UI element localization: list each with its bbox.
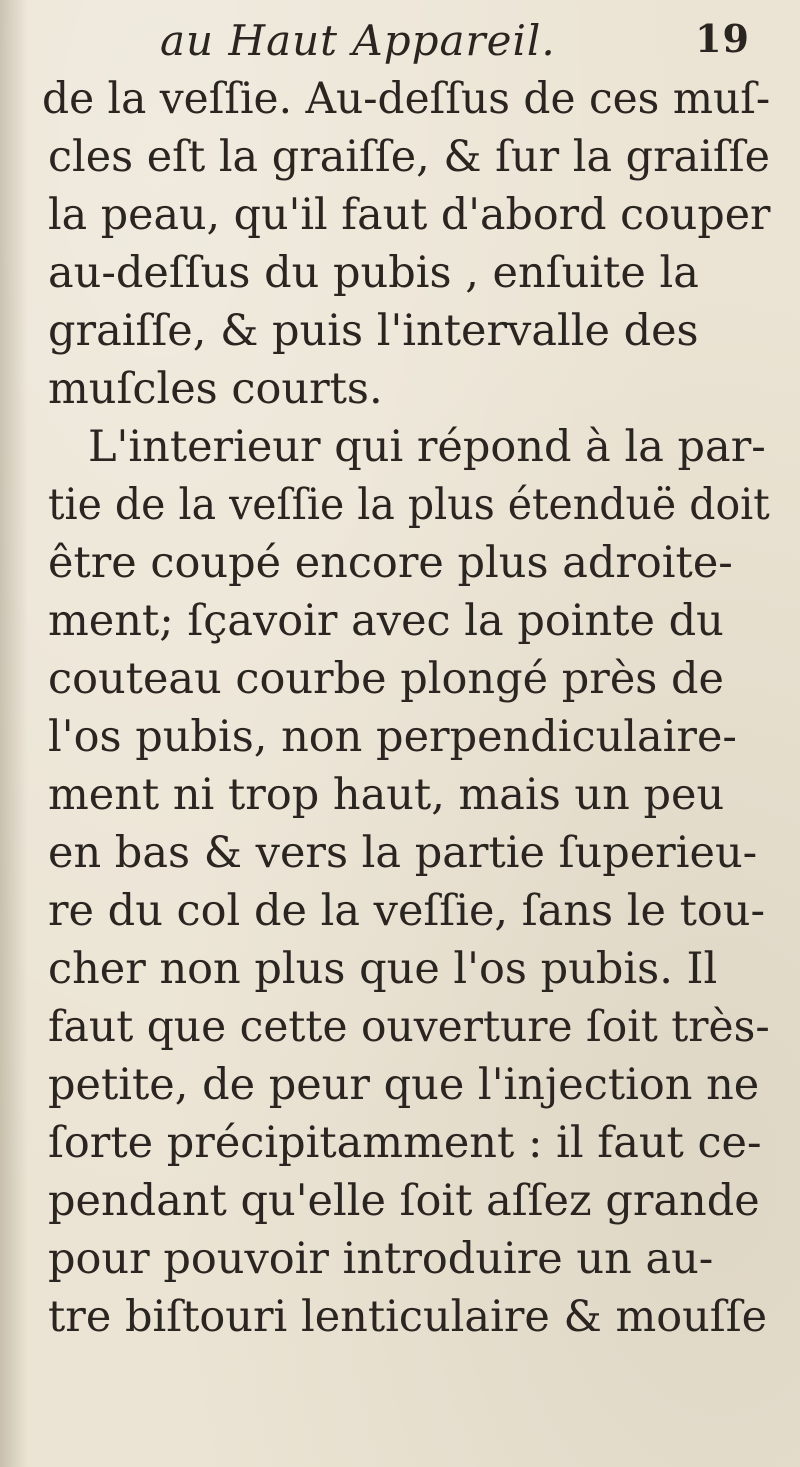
text-line: tre biſtouri lenticulaire & mouſſe [48, 1292, 768, 1342]
text-line: faut que cette ouverture ſoit très- [48, 1002, 770, 1052]
page-number: 19 [695, 16, 750, 61]
running-title: au Haut Appareil. [160, 16, 556, 65]
page-edge-shadow [0, 0, 28, 1467]
text-line: L'interieur qui répond à la par- [88, 422, 766, 472]
text-line: muſcles courts. [48, 364, 383, 414]
text-line: cher non plus que l'os pubis. Il [48, 944, 718, 994]
text-line: graiſſe, & puis l'intervalle des [48, 306, 699, 356]
text-line: pendant qu'elle ſoit aſſez grande [48, 1176, 760, 1226]
text-line: ſorte précipitamment : il faut ce- [48, 1118, 762, 1168]
text-line: tie de la veſſie la plus étenduë doit [48, 480, 770, 530]
text-line: être coupé encore plus adroite- [48, 538, 733, 588]
text-line: ment; ſçavoir avec la pointe du [48, 596, 724, 646]
text-line: petite, de peur que l'injection ne [48, 1060, 760, 1110]
text-line: de la veſſie. Au-deſſus de ces muſ- [42, 74, 771, 124]
text-line: l'os pubis, non perpendiculaire- [48, 712, 737, 762]
text-line: cles eſt la graiſſe, & ſur la graiſſe [48, 132, 771, 182]
page-header [160, 16, 750, 76]
text-line: re du col de la veſſie, ſans le tou- [48, 886, 765, 936]
text-line: la peau, qu'il faut d'abord couper [48, 190, 771, 240]
text-line: ment ni trop haut, mais un peu [48, 770, 725, 820]
text-line: couteau courbe plongé près de [48, 654, 724, 704]
text-line: en bas & vers la partie ſuperieu- [48, 828, 758, 878]
text-line: au-deſſus du pubis , enſuite la [48, 248, 699, 298]
text-line: pour pouvoir introduire un au- [48, 1234, 714, 1284]
